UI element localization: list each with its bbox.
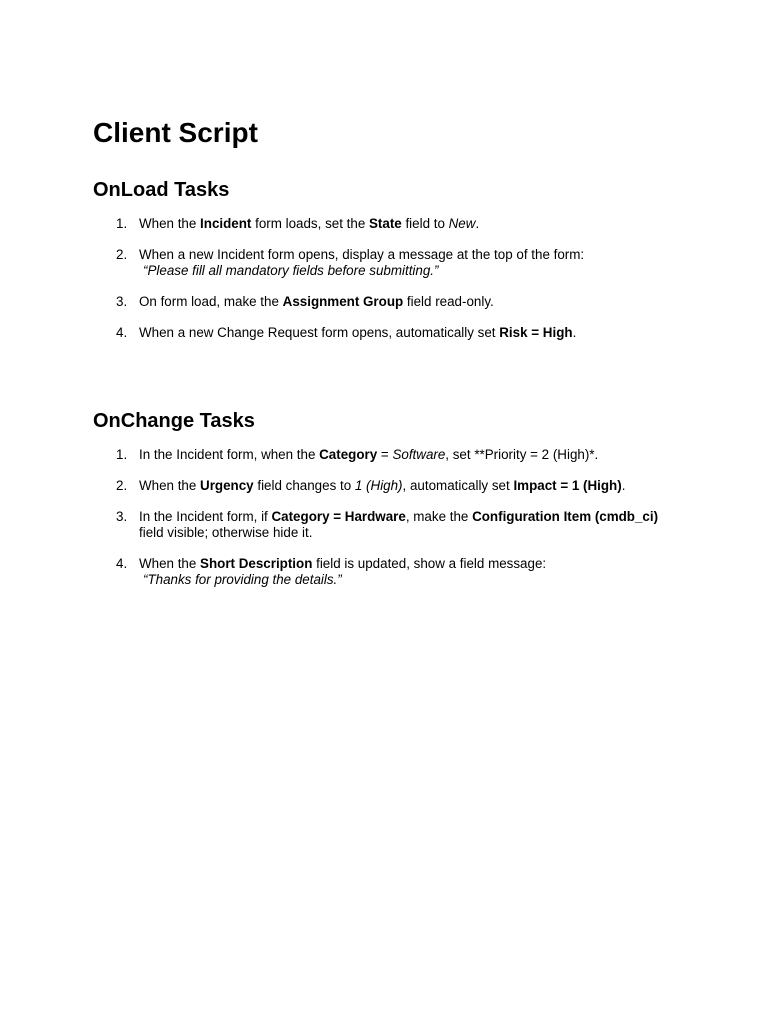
list-number: 3.	[116, 509, 128, 524]
item-text: field to	[401, 216, 449, 231]
item-text: When the	[139, 216, 201, 231]
list-number: 2.	[116, 247, 128, 262]
item-text: , make the	[405, 509, 473, 524]
item-text: In the Incident form, when the	[139, 447, 320, 462]
page-title: Client Script	[93, 117, 258, 148]
list-number: 3.	[116, 294, 128, 309]
list-number: 2.	[116, 478, 128, 493]
item-text-bold: Short Description	[200, 556, 313, 571]
item-text: field read-only.	[403, 294, 494, 309]
item-text-italic: 1 (High)	[354, 478, 403, 493]
item-text: =	[377, 447, 393, 462]
onload-task-list	[93, 216, 683, 356]
item-text: .	[475, 216, 480, 231]
item-text: field visible; otherwise hide it.	[139, 525, 313, 540]
section-heading-onchange: OnChange Tasks	[93, 410, 255, 432]
list-number: 4.	[116, 556, 128, 571]
item-text-bold: Category = Hardware	[271, 509, 406, 524]
item-text-italic: Software	[392, 447, 446, 462]
list-number: 1.	[116, 216, 128, 231]
item-text: When the	[139, 478, 201, 493]
list-item	[93, 556, 683, 588]
item-text: .	[572, 325, 577, 340]
item-text: , automatically set	[402, 478, 514, 493]
list-number: 1.	[116, 447, 128, 462]
item-text: In the Incident form, if	[139, 509, 272, 524]
item-text-bold: Incident	[200, 216, 252, 231]
list-item	[93, 447, 683, 463]
item-text: When a new Change Request form opens, automatically set	[139, 325, 500, 340]
item-quote: “Thanks for providing the details.”	[143, 572, 342, 587]
item-quote: “Please fill all mandatory fields before submitting.”	[143, 263, 439, 278]
item-text-bold: Impact = 1 (High)	[513, 478, 622, 493]
item-text: On form load, make the	[139, 294, 283, 309]
onchange-task-list	[93, 447, 683, 603]
list-item	[93, 247, 683, 279]
item-text: When the	[139, 556, 201, 571]
list-item	[93, 509, 683, 541]
item-text: .	[621, 478, 626, 493]
item-text: When a new Incident form opens, display a message at the top of the form:	[139, 247, 585, 262]
item-text-bold: State	[368, 216, 402, 231]
item-text-bold: Configuration Item (cmdb_ci)	[472, 509, 659, 524]
item-text: field is updated, show a field message:	[312, 556, 547, 571]
list-item	[93, 216, 683, 232]
list-item	[93, 325, 683, 341]
item-text: field changes to	[253, 478, 355, 493]
item-text-bold: Assignment Group	[282, 294, 404, 309]
list-item	[93, 478, 683, 494]
item-text-bold: Urgency	[200, 478, 254, 493]
item-text: form loads, set the	[251, 216, 369, 231]
item-text: , set **Priority = 2 (High)*.	[445, 447, 599, 462]
item-text-bold: Risk = High	[499, 325, 573, 340]
item-text-bold: Category	[319, 447, 378, 462]
list-item	[93, 294, 683, 310]
list-number: 4.	[116, 325, 128, 340]
section-heading-onload: OnLoad Tasks	[93, 179, 230, 201]
item-text-italic: New	[448, 216, 476, 231]
